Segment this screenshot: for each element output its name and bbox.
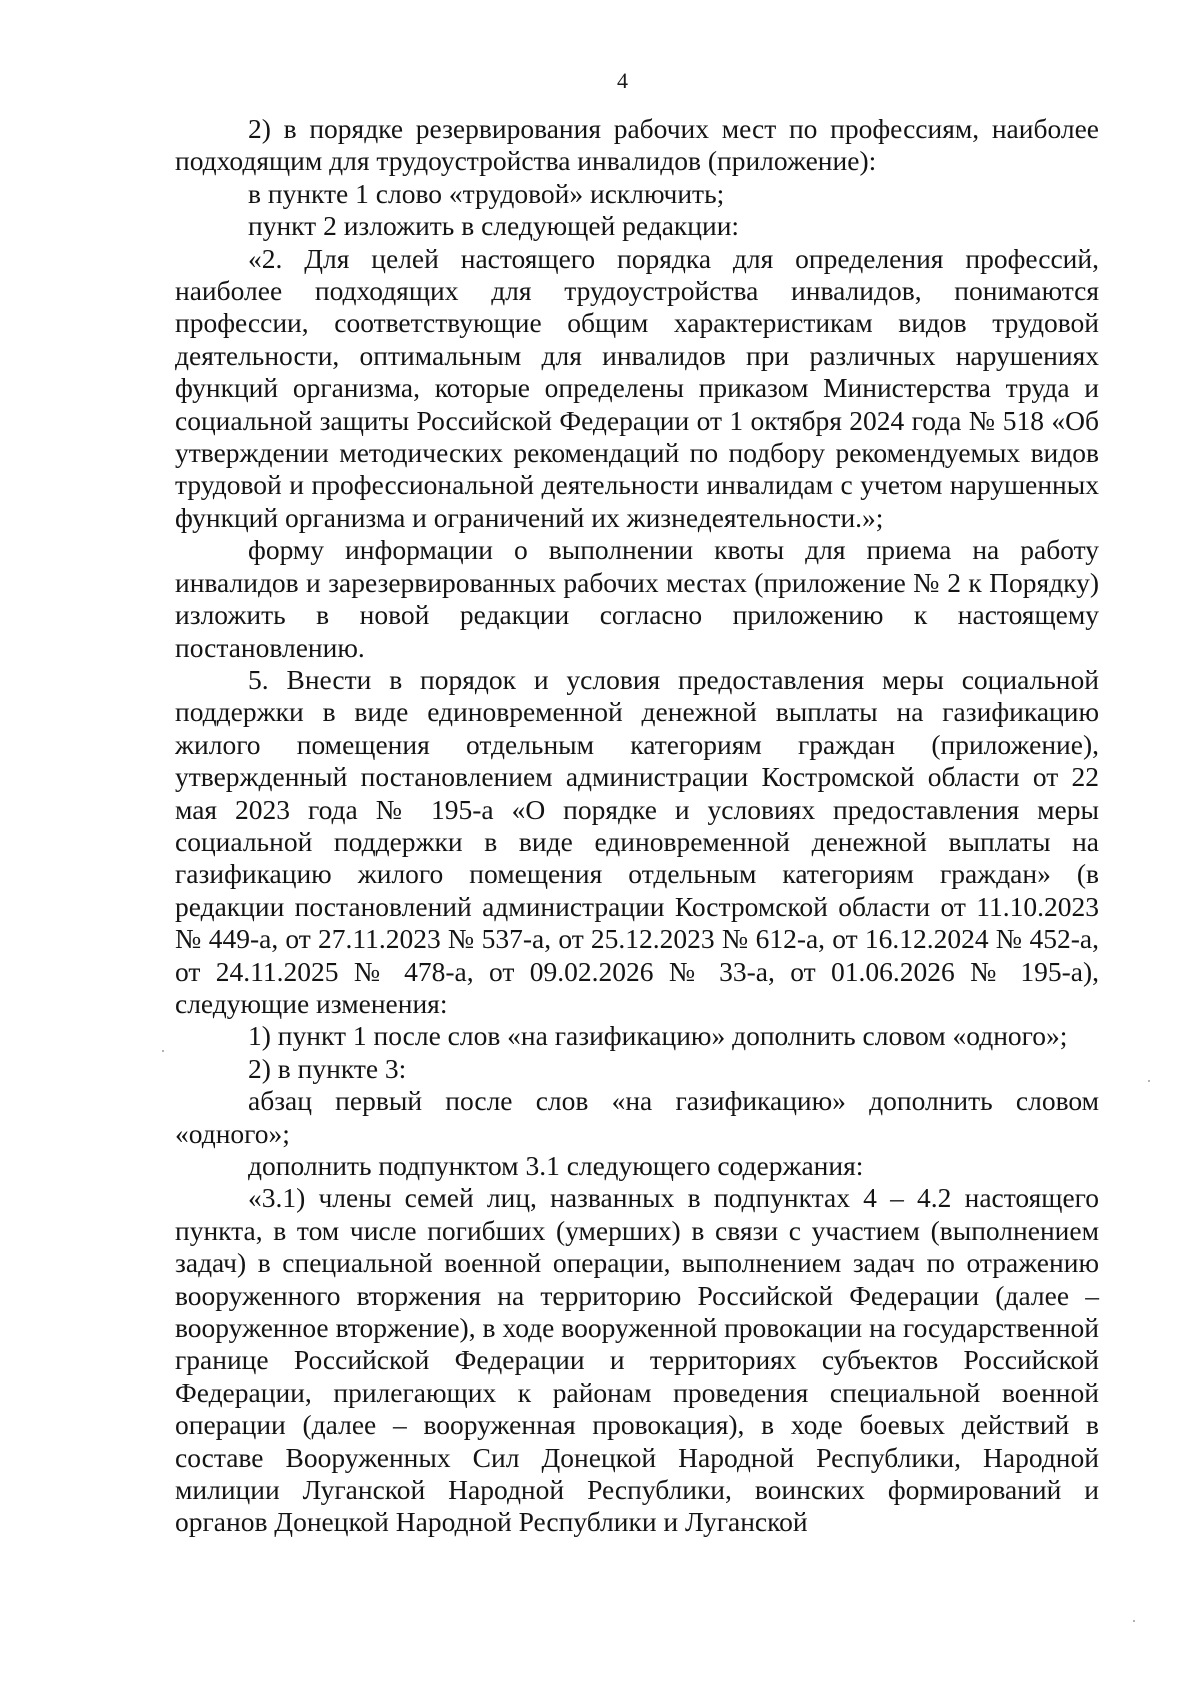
paragraph-subitem-2: 2) в пункте 3:	[248, 1052, 407, 1084]
scan-speck	[1133, 1620, 1135, 1622]
paragraph-item-5: 5. Внести в порядок и условия предоставления меры социальной поддержки в виде единовременной денежной выплаты на газификацию жилого помещения отдельным категориям граждан (приложение), утвержденный постановлением администрации Костромской области от 22 мая 2023 года № 195-а «О порядке и условиях предоставления меры социальной поддержки в виде единовременной денежной выплаты на газификацию жилого помещения отдельным категориям граждан» (в редакции постановлений администрации Костромской области от 11.10.2023 № 449-а, от 27.11.2023 № 537-а, от 25.12.2023 № 612-а, от 16.12.2024 № 452-а, от 24.11.2025 № 478-а, от 09.02.2026 № 33-а, от 01.06.2026 № 195-а), следующие изменения:	[175, 663, 1099, 1019]
paragraph-point-2-intro: пункт 2 изложить в следующей редакции:	[248, 210, 740, 242]
paragraph-point-2-text: «2. Для целей настоящего порядка для определения профессий, наиболее подходящих для трудоустройства инвалидов, понимаются профессии, соответствующие общим характеристикам видов трудовой деятельности, оптимальным для инвалидов при различных нарушениях функций организма, которые определены приказом Министерства труда и социальной защиты Российской Федерации от 1 октября 2024 года № 518 «Об утверждении методических рекомендаций по подбору рекомендуемых видов трудовой и профессиональной деятельности инвалидам с учетом нарушенных функций организма и ограничений их жизнедеятельности.»;	[175, 242, 1099, 533]
paragraph-subitem-1: 1) пункт 1 после слов «на газификацию» дополнить словом «одного»;	[248, 1020, 1068, 1052]
scan-speck	[1148, 1080, 1150, 1082]
paragraph-point-1-amendment: в пункте 1 слово «трудовой» исключить;	[248, 177, 725, 209]
paragraph-reservation-order: 2) в порядке резервирования рабочих мест по профессиям, наиболее подходящим для трудоустройства инвалидов (приложение):	[175, 113, 1099, 177]
page-number: 4	[617, 68, 628, 93]
paragraph-add-3-1: дополнить подпунктом 3.1 следующего содержания:	[248, 1150, 864, 1181]
paragraph-3-1-text: «3.1) члены семей лиц, названных в подпунктах 4 – 4.2 настоящего пункта, в том числе погибших (умерших) в связи с участием (выполнением задач) в специальной военной операции, выполнением задач по отражению вооруженного вторжения на территорию Российской Федерации (далее – вооруженное вторжение), в ходе вооруженной провокации на государственной границе Российской Федерации и территориях субъектов Российской Федерации, прилегающих к районам проведения специальной военной операции (далее – вооруженная провокация), в ходе боевых действий в составе Вооруженных Сил Донецкой Народной Республики, Народной милиции Луганской Народной Республики, воинских формирований и органов Донецкой Народной Республики и Луганской	[175, 1182, 1099, 1538]
paragraph-quota-form: форму информации о выполнении квоты для приема на работу инвалидов и зарезервированных рабочих местах (приложение № 2 к Порядку) изложить в новой редакции согласно приложению к настоящему постановлению.	[175, 534, 1099, 663]
document-body	[175, 113, 1099, 1539]
scan-speck	[162, 1050, 164, 1052]
paragraph-first-abzats: абзац первый после слов «на газификацию» дополнить словом «одного»;	[175, 1085, 1099, 1149]
